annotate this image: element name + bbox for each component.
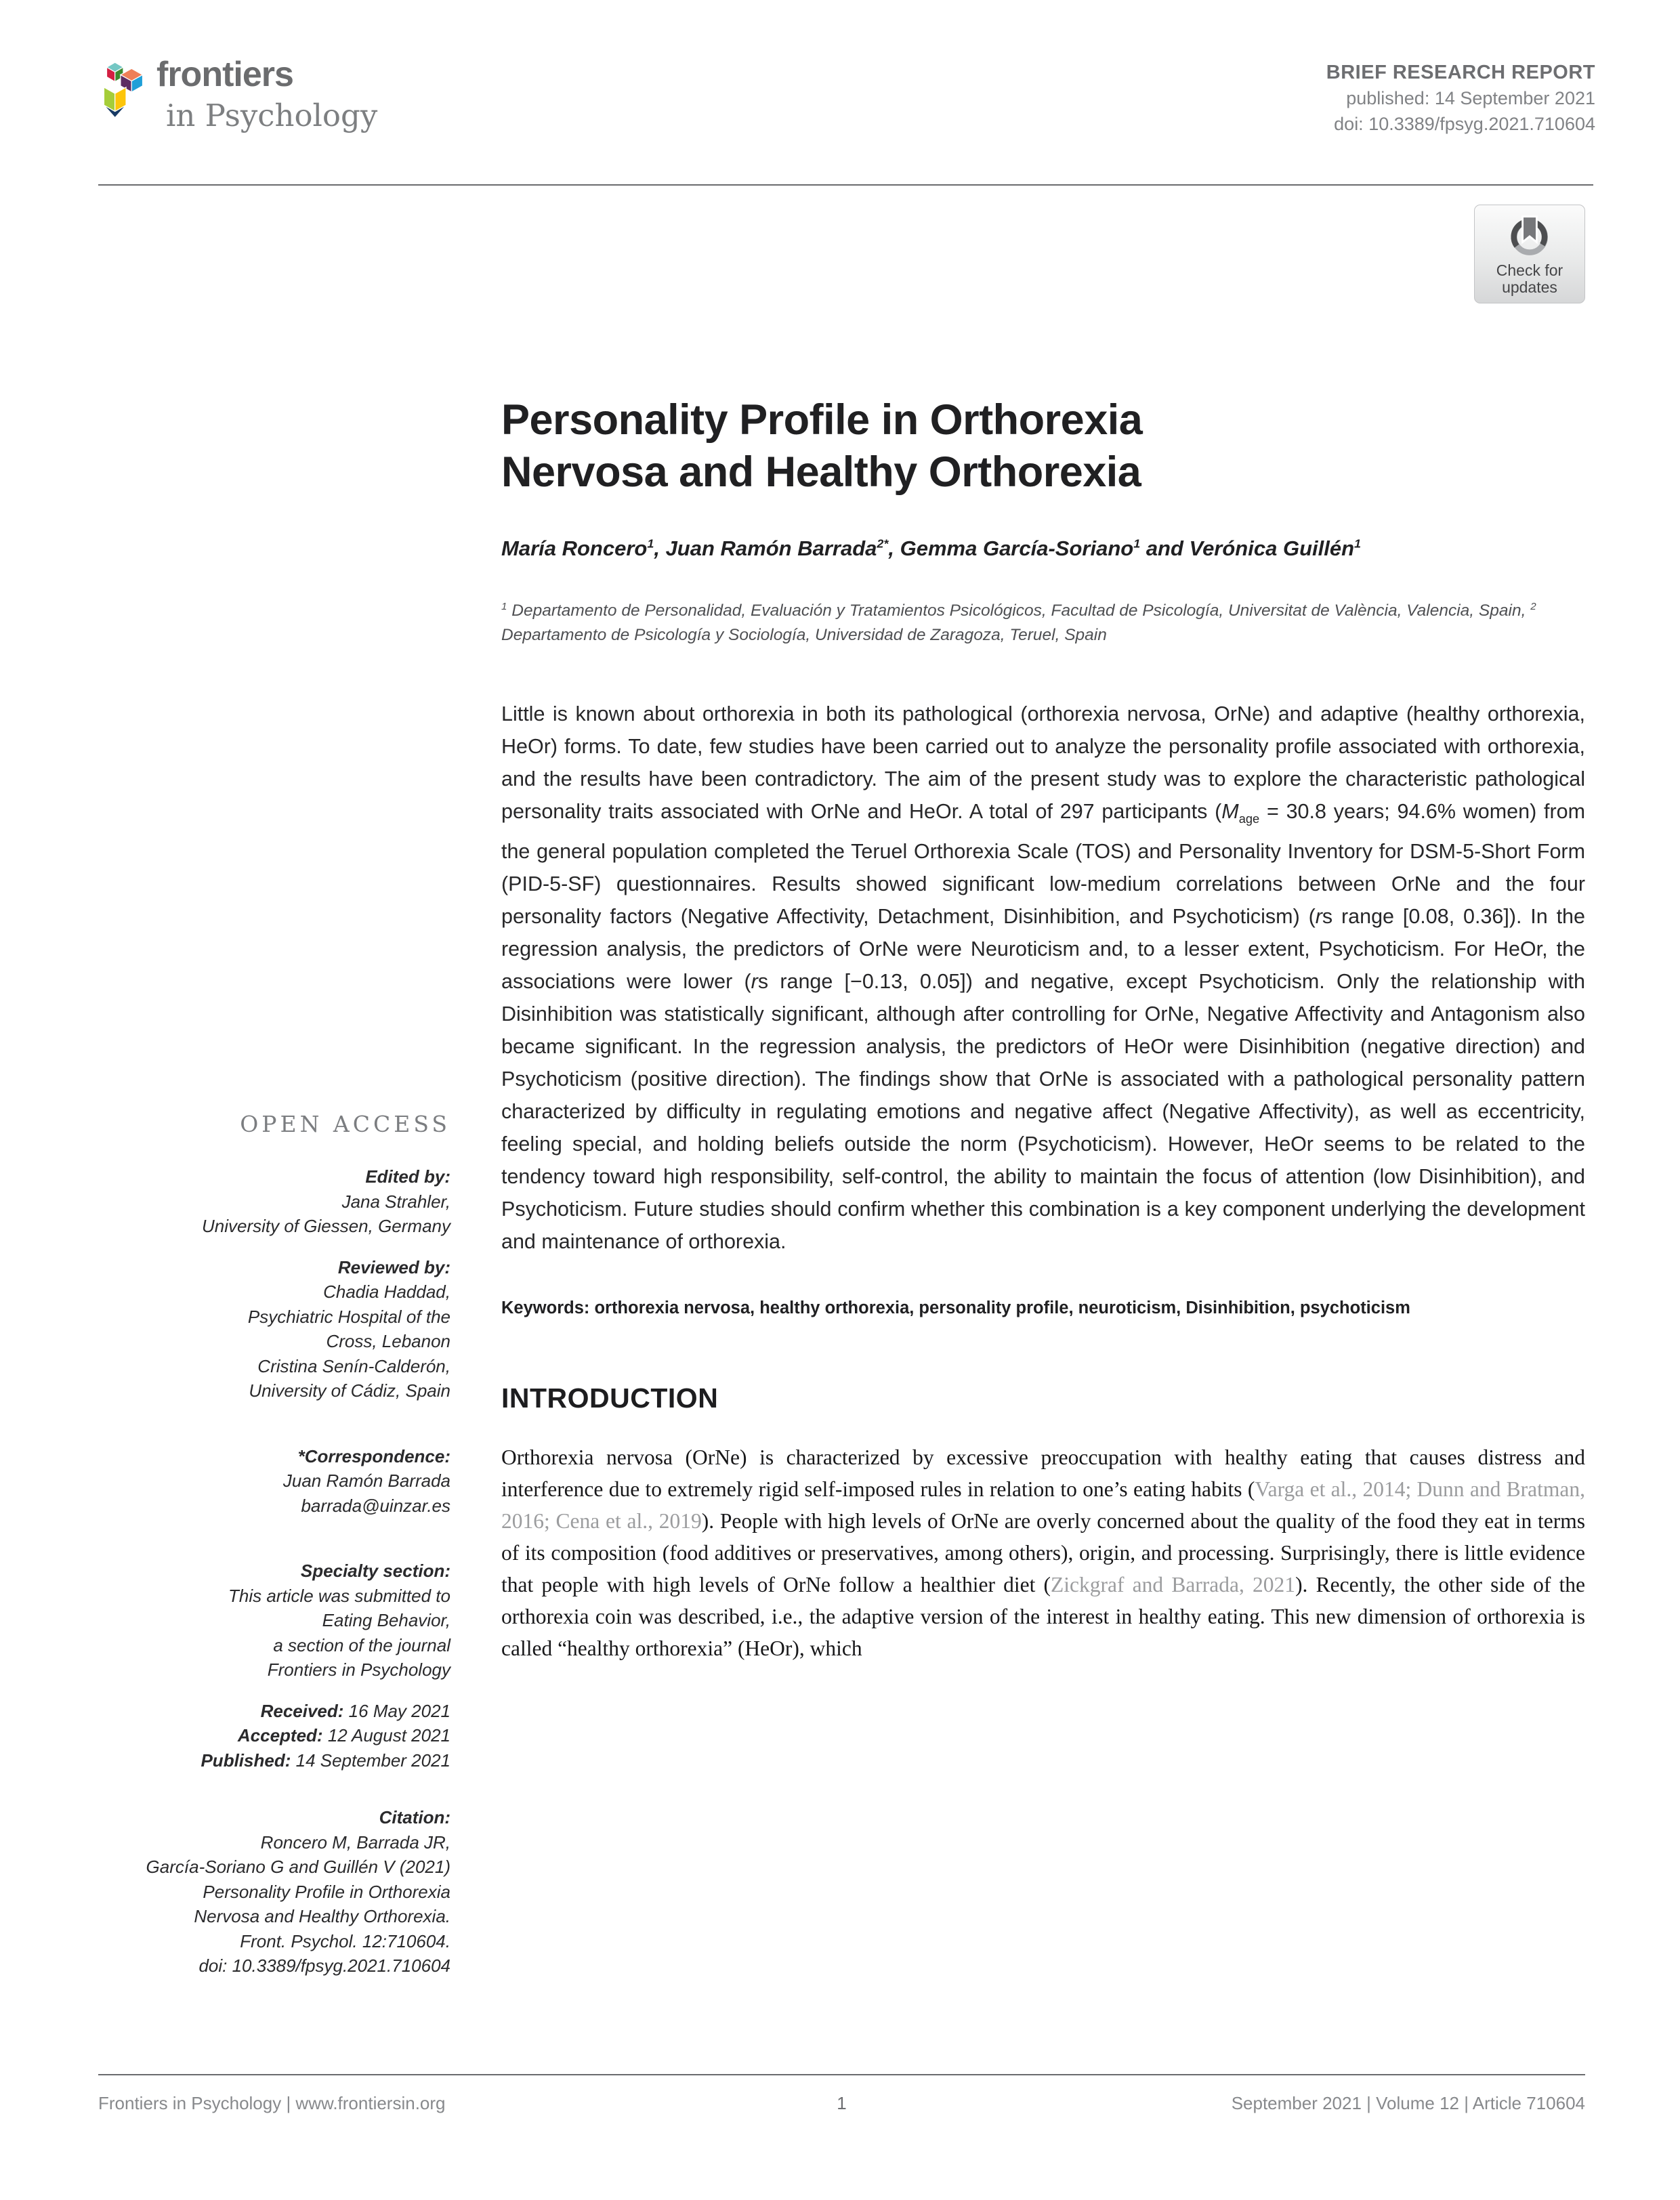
article-title: Personality Profile in Orthorexia Nervosa and Healthy Orthorexia xyxy=(501,396,1143,496)
reviewer-line: University of Cádiz, Spain xyxy=(249,1380,450,1401)
citation-line: Nervosa and Healthy Orthorexia. xyxy=(194,1906,450,1926)
citation-doi-link[interactable]: doi: 10.3389/fpsyg.2021.710604 xyxy=(198,1955,450,1976)
specialty-section-group xyxy=(98,1559,450,1683)
citation-line: Front. Psychol. 12:710604. xyxy=(240,1930,450,1951)
editor-affiliation: University of Giessen, Germany xyxy=(201,1216,450,1236)
reviewed-by-label: Reviewed by: xyxy=(337,1256,450,1277)
received-date: Received: 16 May 2021 xyxy=(260,1700,450,1721)
specialty-line: This article was submitted to xyxy=(228,1585,450,1606)
published-date: published: 14 September 2021 xyxy=(1346,88,1595,108)
reviewer-line: Cross, Lebanon xyxy=(326,1331,450,1351)
citation-line: García-Soriano G and Guillén V (2021) xyxy=(146,1857,450,1877)
citation-group xyxy=(98,1805,450,1979)
frontiers-logo xyxy=(98,57,377,131)
open-access-label: OPEN ACCESS xyxy=(240,1111,450,1137)
correspondence-label: *Correspondence: xyxy=(297,1445,450,1466)
affiliations: $^1$ Departamento de Personalidad, Evaluación y Tratamientos Psicológicos, Facultad de Psicología, Universitat de València, Valencia, Spain, $^2$ Departamento de Psicología y Sociología, Universidad de Zaragoza, Teruel, Spain xyxy=(501,601,1536,645)
correspondence-email-link[interactable]: barrada@uinzar.es xyxy=(301,1495,450,1516)
frontiers-cubes-icon xyxy=(98,60,150,129)
reviewer-line: Chadia Haddad, xyxy=(323,1282,450,1302)
edited-by-group xyxy=(98,1164,450,1239)
article-info-sidebar xyxy=(98,184,450,1979)
edited-by-label: Edited by: xyxy=(365,1166,450,1187)
specialty-label: Specialty section: xyxy=(300,1561,450,1581)
page-header xyxy=(98,57,1595,137)
citation-line: Personality Profile in Orthorexia xyxy=(203,1881,450,1902)
page-number: 1 xyxy=(837,2093,847,2113)
reviewer-line: Cristina Senín-Calderón, xyxy=(257,1355,450,1376)
journal-wordmark xyxy=(156,57,377,131)
doi-link[interactable]: doi: 10.3389/fpsyg.2021.710604 xyxy=(1334,114,1595,134)
published-date: Published: 14 September 2021 xyxy=(201,1750,450,1771)
introduction-heading: INTRODUCTION xyxy=(501,1382,719,1414)
reviewed-by-group xyxy=(98,1255,450,1403)
specialty-line: Eating Behavior, xyxy=(322,1610,450,1630)
correspondence-group xyxy=(98,1444,450,1519)
specialty-line: a section of the journal xyxy=(273,1634,450,1655)
footer-issue: September 2021 | Volume 12 | Article 710604 xyxy=(1231,2093,1585,2113)
citation-link[interactable]: Zickgraf and Barrada, 2021 xyxy=(1051,1573,1296,1597)
page-footer xyxy=(98,2074,1585,2114)
abstract-paragraph: Little is known about orthorexia in both its pathological (orthorexia nervosa, OrNe) and adaptive (healthy orthorexia, HeOr) forms. To date, few studies have been carried out to analyze the personality profile associated with orthorexia, and the results have been contradictory. The aim of the present study was to explore the characteristic pathological personality traits associated with OrNe and HeOr. A total of 297 participants ($M_{age} = 30.8$ years; 94.6% women) from the general population completed the Teruel Orthorexia Scale (TOS) and Personality Inventory for DSM-5-Short Form (PID-5-SF) questionnaires. Results showed significant low-medium correlations between OrNe and the four personality factors (Negative Affectivity, Detachment, Disinhibition, and Psychoticism) (rs range [0.08, 0.36]). In the regression analysis, the predictors of OrNe were Neuroticism and, to a lesser extent, Psychoticism. For HeOr, the associations were lower (rs range [−0.13, 0.05]) and negative, except Psychoticism. Only the relationship with Disinhibition was statistically significant, although after controlling for OrNe, Negative Affectivity and Antagonism also became significant. In the regression analysis, the predictors of HeOr were Disinhibition (negative direction) and Psychoticism (positive direction). The findings show that OrNe is associated with a pathological personality pattern characterized by difficulty in regulating emotions and negative affect (Negative Affectivity), as well as eccentricity, feeling special, and holding beliefs outside the norm (Psychoticism). However, HeOr seems to be related to the tendency toward high responsibility, self-control, the ability to maintain the focus of attention (low Disinhibition), and Psychoticism. Future studies should confirm whether this combination is a key component underlying the development and maintenance of orthorexia. xyxy=(501,702,1585,1254)
reviewer-line: Psychiatric Hospital of the xyxy=(247,1306,450,1327)
citation-link[interactable]: Varga et al., 2014; Dunn and Bratman, 2016; Cena et al., 2019 xyxy=(501,1477,1586,1533)
journal-section: in Psychology xyxy=(166,98,378,133)
authors-line: María Roncero$^1$, Juan Ramón Barrada$^{2*}$, Gemma García-Soriano$^1$ and Verónica Guillén$^1$ xyxy=(501,536,1362,560)
check-updates-label: Check for updates xyxy=(1496,261,1563,296)
editor-name: Jana Strahler, xyxy=(341,1191,450,1212)
publication-info xyxy=(1326,57,1595,137)
correspondence-name: Juan Ramón Barrada xyxy=(282,1471,450,1491)
specialty-line: Frontiers in Psychology xyxy=(267,1659,450,1680)
footer-journal: Frontiers in Psychology | www.frontiersin.org xyxy=(98,2093,446,2113)
citation-label: Citation: xyxy=(379,1807,450,1827)
citation-line: Roncero M, Barrada JR, xyxy=(260,1832,450,1853)
introduction-paragraph: Orthorexia nervosa (OrNe) is characterized by excessive preoccupation with healthy eating that causes distress and interference due to extremely rigid self-imposed rules in relation to one’s eating habits (Varga et al., 2014; Dunn and Bratman, 2016; Cena et al., 2019). People with high levels of OrNe are overly concerned about the quality of the food they eat in terms of its composition (food additives or preservatives, among others), origin, and processing. Surprisingly, there is little evidence that people with high levels of OrNe follow a healthier diet (Zickgraf and Barrada, 2021). Recently, the other side of the orthorexia coin was described, i.e., the adaptive version of the interest in healthy eating. This new dimension of orthorexia is called “healthy orthorexia” (HeOr), which xyxy=(501,1445,1586,1661)
keywords-line: Keywords: orthorexia nervosa, healthy orthorexia, personality profile, neuroticism, Disinhibition, psychoticism xyxy=(501,1298,1410,1318)
content-columns xyxy=(98,184,1585,1979)
dates-group xyxy=(98,1699,450,1773)
report-type: BRIEF RESEARCH REPORT xyxy=(1326,62,1595,83)
article-body xyxy=(501,184,1585,1664)
accepted-date: Accepted: 12 August 2021 xyxy=(237,1725,450,1746)
journal-name: frontiers xyxy=(156,55,293,94)
